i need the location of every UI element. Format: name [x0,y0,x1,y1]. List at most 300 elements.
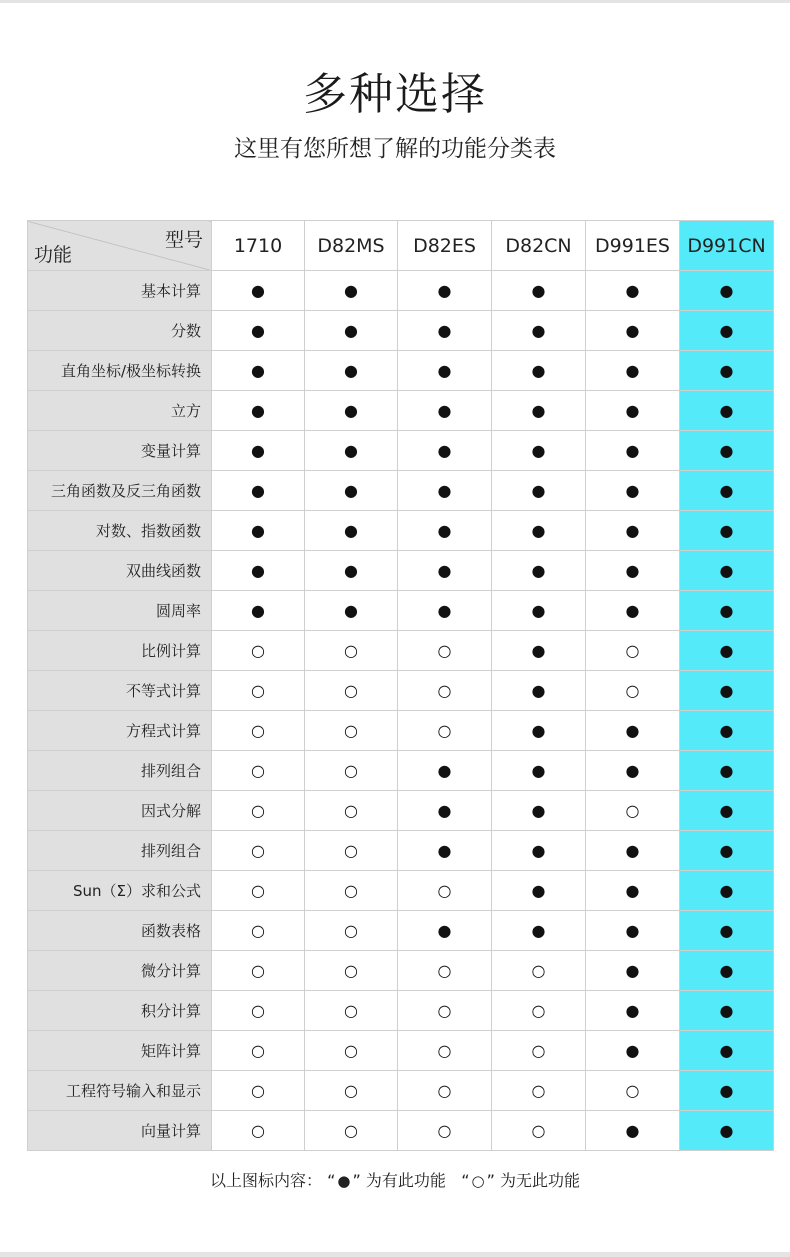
support-cell [398,271,492,311]
filled-dot-icon: ● [531,281,546,300]
empty-circle-icon: ○ [251,841,265,860]
support-cell [305,551,398,591]
support-cell [398,511,492,551]
empty-circle-icon: ○ [251,761,265,780]
model-header-d991cn: D991CN [680,221,774,271]
support-cell [212,551,305,591]
model-header-d82ms: D82MS [305,221,398,271]
filled-dot-icon: ● [251,441,265,460]
support-cell [398,951,492,991]
support-cell [680,551,774,591]
feature-label: 圆周率 [28,591,212,631]
support-cell [212,951,305,991]
filled-dot-icon: ● [531,401,546,420]
top-divider [0,0,790,3]
empty-circle-icon: ○ [344,1081,358,1100]
support-cell [305,391,398,431]
filled-dot-icon: ● [531,881,546,900]
support-cell [398,991,492,1031]
bottom-divider [0,1252,790,1257]
filled-dot-icon: ● [531,321,546,340]
empty-circle-icon: ○ [251,961,265,980]
table-row [28,471,774,511]
support-cell [586,951,680,991]
support-cell [212,831,305,871]
empty-circle-icon: ○ [437,1001,452,1020]
model-header-d82cn: D82CN [492,221,586,271]
empty-circle-icon: ○ [437,681,452,700]
support-cell [680,471,774,511]
feature-label: 积分计算 [28,991,212,1031]
filled-dot-icon: ● [437,361,452,380]
empty-circle-icon: ○ [437,881,452,900]
support-cell [586,831,680,871]
filled-dot-icon: ● [344,561,358,580]
support-cell [586,711,680,751]
support-cell [492,351,586,391]
filled-dot-icon: ● [719,801,734,820]
empty-circle-icon: ○ [251,641,265,660]
table-row [28,751,774,791]
header-row [28,221,774,271]
filled-dot-icon: ● [719,361,734,380]
support-cell [305,831,398,871]
corner-model-label: 型号 [164,229,203,251]
empty-circle-icon: ○ [531,1121,546,1140]
support-cell [305,1071,398,1111]
support-cell [305,271,398,311]
empty-circle-icon: ○ [344,921,358,940]
empty-circle-icon: ○ [344,1121,358,1140]
empty-circle-icon: ○ [344,1041,358,1060]
support-cell [680,271,774,311]
feature-label: 分数 [28,311,212,351]
filled-dot-icon: ● [719,561,734,580]
feature-label: 对数、指数函数 [28,511,212,551]
feature-label: 双曲线函数 [28,551,212,591]
filled-dot-icon: ● [719,521,734,540]
feature-label: 比例计算 [28,631,212,671]
filled-dot-icon: ● [625,281,640,300]
filled-dot-icon: ● [344,481,358,500]
filled-dot-icon: ● [531,481,546,500]
empty-circle-icon: ○ [437,1121,452,1140]
support-cell [680,911,774,951]
table-row [28,591,774,631]
table-row [28,711,774,751]
table-row [28,1031,774,1071]
feature-label: 函数表格 [28,911,212,951]
support-cell [586,591,680,631]
table-row [28,511,774,551]
support-cell [492,271,586,311]
support-cell [586,791,680,831]
filled-dot-icon: ● [531,641,546,660]
table-row [28,911,774,951]
filled-dot-icon: ● [437,601,452,620]
support-cell [305,671,398,711]
filled-dot-icon: ● [337,1172,351,1190]
filled-dot-icon: ● [531,521,546,540]
model-header-d82es: D82ES [398,221,492,271]
feature-label: 矩阵计算 [28,1031,212,1071]
support-cell [586,551,680,591]
support-cell [680,631,774,671]
legend-close-quote-2: ” [486,1171,495,1190]
empty-circle-icon: ○ [531,1001,546,1020]
model-header-1710: 1710 [212,221,305,271]
support-cell [305,711,398,751]
filled-dot-icon: ● [531,801,546,820]
filled-dot-icon: ● [344,321,358,340]
support-cell [586,991,680,1031]
filled-dot-icon: ● [625,1121,640,1140]
support-cell [398,1111,492,1151]
feature-label: 微分计算 [28,951,212,991]
filled-dot-icon: ● [251,601,265,620]
support-cell [680,751,774,791]
support-cell [586,351,680,391]
support-cell [680,511,774,551]
filled-dot-icon: ● [625,961,640,980]
support-cell [492,1071,586,1111]
filled-dot-icon: ● [719,281,734,300]
support-cell [492,911,586,951]
filled-dot-icon: ● [625,401,640,420]
support-cell [212,271,305,311]
filled-dot-icon: ● [625,761,640,780]
table-row [28,1111,774,1151]
filled-dot-icon: ● [344,441,358,460]
filled-dot-icon: ● [719,681,734,700]
empty-circle-icon: ○ [471,1172,485,1190]
support-cell [492,791,586,831]
legend-open-quote-2: “ [461,1171,470,1190]
support-cell [305,431,398,471]
filled-dot-icon: ● [719,841,734,860]
support-cell [398,471,492,511]
support-cell [680,1031,774,1071]
legend [0,1168,790,1191]
filled-dot-icon: ● [625,361,640,380]
table-row [28,631,774,671]
table-row [28,831,774,871]
empty-circle-icon: ○ [251,721,265,740]
filled-dot-icon: ● [437,521,452,540]
feature-label: 不等式计算 [28,671,212,711]
filled-dot-icon: ● [531,361,546,380]
support-cell [680,831,774,871]
support-cell [305,751,398,791]
filled-dot-icon: ● [625,601,640,620]
support-cell [212,591,305,631]
support-cell [212,711,305,751]
support-cell [492,311,586,351]
page-subtitle: 这里有您所想了解的功能分类表 [234,136,556,162]
support-cell [212,1031,305,1071]
support-cell [398,1071,492,1111]
filled-dot-icon: ● [251,401,265,420]
support-cell [398,831,492,871]
filled-dot-icon: ● [625,721,640,740]
filled-dot-icon: ● [531,721,546,740]
support-cell [680,951,774,991]
filled-dot-icon: ● [437,441,452,460]
support-cell [305,631,398,671]
feature-label: 立方 [28,391,212,431]
support-cell [586,671,680,711]
support-cell [212,511,305,551]
empty-circle-icon: ○ [437,1081,452,1100]
legend-open-quote-1: “ [327,1171,336,1190]
table-row [28,991,774,1031]
support-cell [586,431,680,471]
filled-dot-icon: ● [719,761,734,780]
support-cell [212,431,305,471]
support-cell [586,1031,680,1071]
filled-dot-icon: ● [625,441,640,460]
filled-dot-icon: ● [437,481,452,500]
support-cell [398,871,492,911]
table-row [28,791,774,831]
empty-circle-icon: ○ [625,801,640,820]
filled-dot-icon: ● [251,321,265,340]
empty-circle-icon: ○ [437,721,452,740]
empty-circle-icon: ○ [344,1001,358,1020]
support-cell [305,1031,398,1071]
filled-dot-icon: ● [719,641,734,660]
support-cell [586,751,680,791]
feature-label: 变量计算 [28,431,212,471]
support-cell [398,751,492,791]
legend-filled-meaning: 为有此功能 [365,1171,446,1190]
empty-circle-icon: ○ [251,1121,265,1140]
filled-dot-icon: ● [344,401,358,420]
filled-dot-icon: ● [531,841,546,860]
support-cell [680,871,774,911]
filled-dot-icon: ● [251,481,265,500]
filled-dot-icon: ● [344,601,358,620]
support-cell [398,671,492,711]
corner-function-label: 功能 [34,244,73,266]
feature-label: 因式分解 [28,791,212,831]
filled-dot-icon: ● [437,761,452,780]
empty-circle-icon: ○ [531,1081,546,1100]
filled-dot-icon: ● [437,801,452,820]
feature-label: 三角函数及反三角函数 [28,471,212,511]
support-cell [492,471,586,511]
support-cell [586,271,680,311]
empty-circle-icon: ○ [531,961,546,980]
feature-label: 方程式计算 [28,711,212,751]
empty-circle-icon: ○ [251,801,265,820]
filled-dot-icon: ● [719,961,734,980]
filled-dot-icon: ● [437,321,452,340]
filled-dot-icon: ● [719,921,734,940]
support-cell [680,711,774,751]
support-cell [212,1071,305,1111]
support-cell [305,591,398,631]
support-cell [492,991,586,1031]
empty-circle-icon: ○ [344,881,358,900]
support-cell [492,711,586,751]
support-cell [680,391,774,431]
support-cell [398,591,492,631]
empty-circle-icon: ○ [344,961,358,980]
filled-dot-icon: ● [719,1041,734,1060]
support-cell [398,311,492,351]
support-cell [398,1031,492,1071]
empty-circle-icon: ○ [251,881,265,900]
filled-dot-icon: ● [719,441,734,460]
support-cell [305,311,398,351]
support-cell [586,911,680,951]
empty-circle-icon: ○ [344,841,358,860]
empty-circle-icon: ○ [344,801,358,820]
feature-label: 向量计算 [28,1111,212,1151]
support-cell [680,791,774,831]
empty-circle-icon: ○ [625,681,640,700]
support-cell [398,351,492,391]
feature-label: 基本计算 [28,271,212,311]
filled-dot-icon: ● [251,561,265,580]
support-cell [586,471,680,511]
filled-dot-icon: ● [344,361,358,380]
support-cell [680,1111,774,1151]
empty-circle-icon: ○ [251,1001,265,1020]
support-cell [212,631,305,671]
empty-circle-icon: ○ [344,681,358,700]
support-cell [212,751,305,791]
filled-dot-icon: ● [625,881,640,900]
support-cell [212,871,305,911]
support-cell [492,671,586,711]
filled-dot-icon: ● [719,481,734,500]
support-cell [212,391,305,431]
support-cell [492,631,586,671]
feature-label: 排列组合 [28,751,212,791]
support-cell [586,311,680,351]
support-cell [492,951,586,991]
filled-dot-icon: ● [719,1081,734,1100]
support-cell [305,1111,398,1151]
filled-dot-icon: ● [531,561,546,580]
empty-circle-icon: ○ [344,761,358,780]
filled-dot-icon: ● [251,361,265,380]
support-cell [305,351,398,391]
support-cell [492,391,586,431]
support-cell [586,631,680,671]
empty-circle-icon: ○ [437,641,452,660]
support-cell [680,351,774,391]
support-cell [680,311,774,351]
filled-dot-icon: ● [719,601,734,620]
filled-dot-icon: ● [625,1041,640,1060]
support-cell [398,631,492,671]
table-row [28,551,774,591]
empty-circle-icon: ○ [437,1041,452,1060]
support-cell [212,911,305,951]
support-cell [492,831,586,871]
table-row [28,951,774,991]
filled-dot-icon: ● [719,1121,734,1140]
support-cell [305,791,398,831]
filled-dot-icon: ● [531,761,546,780]
filled-dot-icon: ● [531,681,546,700]
filled-dot-icon: ● [719,401,734,420]
empty-circle-icon: ○ [531,1041,546,1060]
support-cell [305,991,398,1031]
support-cell [492,591,586,631]
support-cell [680,591,774,631]
support-cell [492,1111,586,1151]
support-cell [586,391,680,431]
filled-dot-icon: ● [251,521,265,540]
support-cell [492,551,586,591]
support-cell [398,911,492,951]
filled-dot-icon: ● [437,401,452,420]
filled-dot-icon: ● [719,881,734,900]
filled-dot-icon: ● [625,521,640,540]
empty-circle-icon: ○ [344,641,358,660]
support-cell [212,991,305,1031]
table-row [28,311,774,351]
filled-dot-icon: ● [625,841,640,860]
empty-circle-icon: ○ [437,961,452,980]
empty-circle-icon: ○ [251,681,265,700]
support-cell [680,671,774,711]
support-cell [398,791,492,831]
feature-label: Sun（Σ）求和公式 [28,871,212,911]
support-cell [492,1031,586,1071]
filled-dot-icon: ● [437,841,452,860]
table-row [28,351,774,391]
filled-dot-icon: ● [625,921,640,940]
filled-dot-icon: ● [719,1001,734,1020]
filled-dot-icon: ● [625,321,640,340]
model-header-d991es: D991ES [586,221,680,271]
support-cell [305,911,398,951]
support-cell [212,1111,305,1151]
filled-dot-icon: ● [437,561,452,580]
table-row [28,391,774,431]
filled-dot-icon: ● [531,441,546,460]
table-row [28,871,774,911]
empty-circle-icon: ○ [344,721,358,740]
support-cell [586,511,680,551]
empty-circle-icon: ○ [625,1081,640,1100]
support-cell [398,391,492,431]
page-title: 多种选择 [303,69,487,120]
filled-dot-icon: ● [531,921,546,940]
feature-comparison-table [27,220,774,1151]
filled-dot-icon: ● [719,721,734,740]
support-cell [398,711,492,751]
filled-dot-icon: ● [344,521,358,540]
filled-dot-icon: ● [437,921,452,940]
support-cell [305,951,398,991]
legend-prefix: 以上图标内容： [210,1171,323,1190]
filled-dot-icon: ● [251,281,265,300]
corner-cell [28,221,212,271]
legend-close-quote-1: ” [352,1171,361,1190]
support-cell [212,351,305,391]
support-cell [305,871,398,911]
support-cell [492,431,586,471]
filled-dot-icon: ● [625,1001,640,1020]
support-cell [305,511,398,551]
support-cell [492,871,586,911]
